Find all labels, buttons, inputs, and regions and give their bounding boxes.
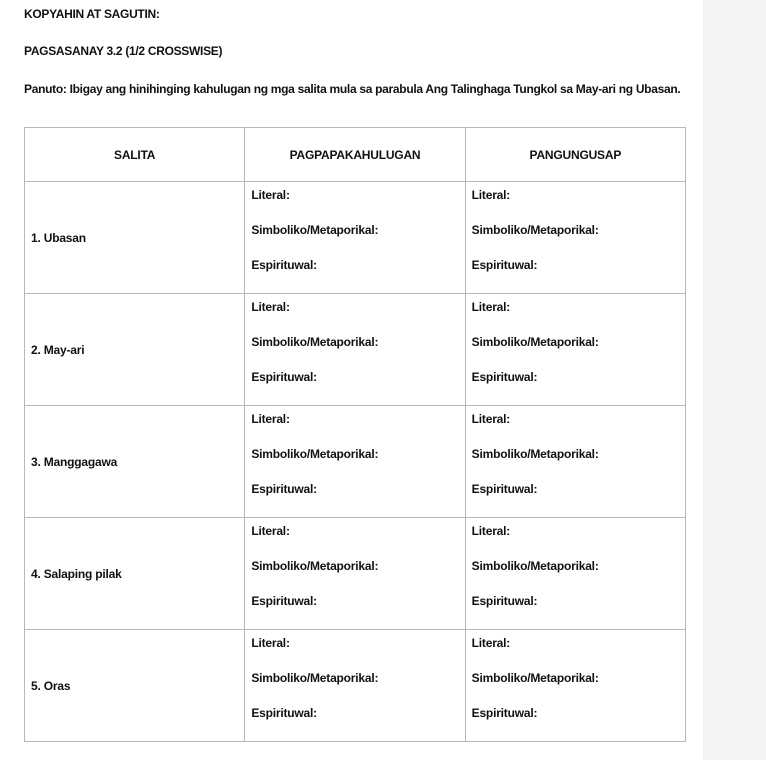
field-label: Literal: bbox=[471, 524, 511, 538]
meaning-cell bbox=[245, 518, 465, 630]
field-label: Espirituwal: bbox=[471, 370, 538, 384]
field-label: Literal: bbox=[251, 636, 290, 650]
field-label: Espirituwal: bbox=[251, 482, 317, 496]
sentence-cell bbox=[465, 406, 685, 518]
field-label: Simboliko/Metaporikal: bbox=[471, 671, 599, 685]
meaning-cell bbox=[245, 630, 465, 742]
word-cell: 3. Manggagawa bbox=[25, 406, 245, 518]
field-label: Literal: bbox=[471, 300, 511, 314]
table-row bbox=[25, 406, 686, 518]
word-cell: 5. Oras bbox=[25, 630, 245, 742]
field-label: Simboliko/Metaporikal: bbox=[471, 559, 599, 573]
sentence-cell bbox=[465, 630, 685, 742]
header-salita: SALITA bbox=[25, 128, 245, 182]
field-label: Espirituwal: bbox=[251, 594, 317, 608]
field-label: Simboliko/Metaporikal: bbox=[251, 671, 379, 685]
field-label: Literal: bbox=[251, 188, 290, 202]
heading: KOPYAHIN AT SAGUTIN: bbox=[24, 7, 160, 21]
meaning-cell bbox=[245, 294, 465, 406]
field-label: Literal: bbox=[251, 524, 290, 538]
field-label: Simboliko/Metaporikal: bbox=[471, 223, 599, 237]
table-row bbox=[25, 182, 686, 294]
field-label: Simboliko/Metaporikal: bbox=[251, 447, 379, 461]
sentence-cell bbox=[465, 518, 685, 630]
field-label: Espirituwal: bbox=[471, 594, 538, 608]
exercise-title: PAGSASANAY 3.2 (1/2 CROSSWISE) bbox=[24, 44, 223, 58]
field-label: Literal: bbox=[471, 412, 511, 426]
field-label: Simboliko/Metaporikal: bbox=[251, 223, 379, 237]
field-label: Espirituwal: bbox=[471, 482, 538, 496]
word-cell: 2. May-ari bbox=[25, 294, 245, 406]
field-label: Espirituwal: bbox=[251, 370, 317, 384]
field-label: Simboliko/Metaporikal: bbox=[471, 335, 599, 349]
field-label: Espirituwal: bbox=[471, 706, 538, 720]
header-pangungusap: PANGUNGUSAP bbox=[465, 128, 685, 182]
field-label: Literal: bbox=[251, 300, 290, 314]
worksheet-table bbox=[24, 127, 686, 742]
field-label: Simboliko/Metaporikal: bbox=[471, 447, 599, 461]
table-row bbox=[25, 630, 686, 742]
instructions: Panuto: Ibigay ang hinihinging kahulugan ng mga salita mula sa parabula Ang Talinghaga Tungkol sa May-ari ng Ubasan. bbox=[24, 82, 681, 96]
sentence-cell bbox=[465, 294, 685, 406]
field-label: Espirituwal: bbox=[471, 258, 538, 272]
table-row bbox=[25, 294, 686, 406]
header-pagpapakahulugan: PAGPAPAKAHULUGAN bbox=[245, 128, 465, 182]
table-header-row bbox=[25, 128, 686, 182]
meaning-cell bbox=[245, 406, 465, 518]
meaning-cell bbox=[245, 182, 465, 294]
field-label: Simboliko/Metaporikal: bbox=[251, 559, 379, 573]
field-label: Literal: bbox=[251, 412, 290, 426]
field-label: Literal: bbox=[471, 188, 511, 202]
field-label: Literal: bbox=[471, 636, 511, 650]
table-row bbox=[25, 518, 686, 630]
sentence-cell bbox=[465, 182, 685, 294]
field-label: Espirituwal: bbox=[251, 258, 317, 272]
word-cell: 1. Ubasan bbox=[25, 182, 245, 294]
field-label: Simboliko/Metaporikal: bbox=[251, 335, 379, 349]
field-label: Espirituwal: bbox=[251, 706, 317, 720]
word-cell: 4. Salaping pilak bbox=[25, 518, 245, 630]
